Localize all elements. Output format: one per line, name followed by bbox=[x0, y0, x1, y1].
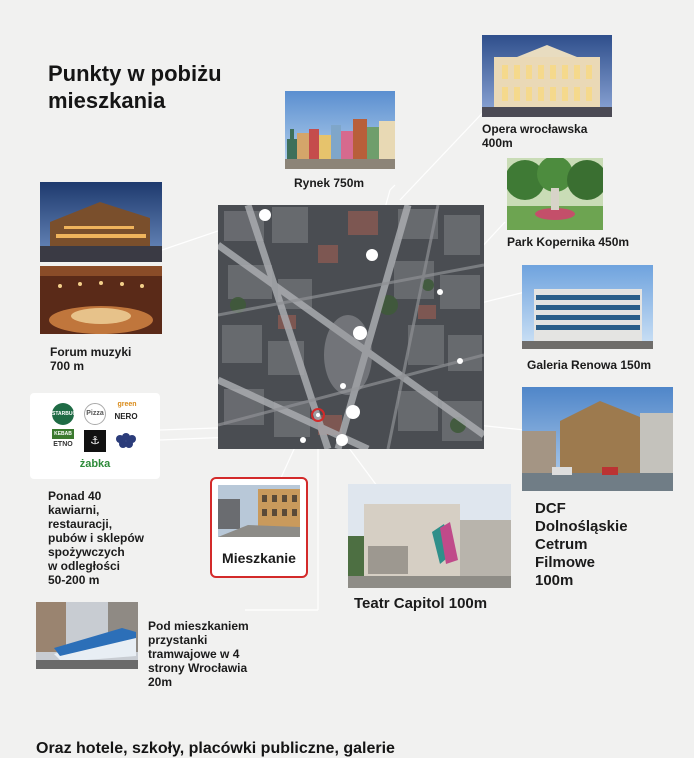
etno-logo: ETNO bbox=[53, 441, 73, 448]
forum-caption bbox=[50, 345, 131, 373]
forum-name: Forum muzyki bbox=[50, 345, 132, 359]
grapes-logo bbox=[114, 431, 138, 451]
opera-caption bbox=[482, 122, 587, 150]
dcf-line: Cetrum bbox=[535, 536, 588, 553]
green-logo: green bbox=[117, 401, 137, 408]
dcf-line: Filmowe bbox=[535, 554, 596, 571]
home-label: Mieszkanie bbox=[222, 550, 296, 566]
logos-panel bbox=[30, 393, 160, 479]
kebab-logo: KEBAB bbox=[52, 429, 74, 439]
tram-line: przystanki bbox=[148, 633, 208, 647]
forum-photo-interior bbox=[40, 266, 162, 334]
capitol-caption: Teatr Capitol 100m bbox=[354, 595, 488, 612]
opera-name: Opera wrocławska bbox=[482, 122, 588, 136]
starbucks-logo: STARBUCKS bbox=[52, 403, 74, 425]
nero-logo: NERO bbox=[114, 412, 138, 421]
home-card[interactable] bbox=[210, 477, 308, 578]
anchor-logo: ⚓ bbox=[84, 430, 106, 452]
rynek-caption: Rynek 750m bbox=[294, 176, 365, 190]
food-line: 50-200 m bbox=[48, 573, 100, 587]
dcf-line: 100m bbox=[535, 572, 574, 589]
dcf-caption bbox=[535, 500, 628, 590]
dcf-line: DCF bbox=[535, 500, 566, 517]
park-caption: Park Kopernika 450m bbox=[507, 235, 630, 249]
satellite-map[interactable] bbox=[218, 205, 484, 449]
food-line: spożywczych bbox=[48, 545, 125, 559]
opera-photo bbox=[482, 35, 612, 117]
dcf-line: Dolnośląskie bbox=[535, 518, 628, 535]
renoma-caption: Galeria Renowa 150m bbox=[527, 358, 652, 372]
tram-caption bbox=[148, 619, 249, 689]
rynek-photo bbox=[285, 91, 395, 169]
food-caption bbox=[48, 489, 144, 587]
tram-photo bbox=[36, 602, 138, 669]
footer-text: Oraz hotele, szkoły, placówki publiczne, galerie bbox=[36, 740, 395, 757]
opera-distance: 400m bbox=[482, 136, 513, 150]
tram-line: Pod mieszkaniem bbox=[148, 619, 249, 633]
home-photo bbox=[218, 485, 300, 537]
food-line: Ponad 40 bbox=[48, 489, 102, 503]
tram-line: tramwajowe w 4 bbox=[148, 647, 240, 661]
pizza-logo: Pizza bbox=[84, 403, 106, 425]
food-line: w odległości bbox=[48, 559, 121, 573]
forum-photo-exterior bbox=[40, 182, 162, 262]
page-title: Punkty w pobiżu mieszkania bbox=[48, 61, 222, 113]
food-line: kawiarni, bbox=[48, 503, 100, 517]
dcf-photo bbox=[522, 387, 673, 491]
capitol-photo bbox=[348, 484, 511, 588]
forum-distance: 700 m bbox=[50, 359, 85, 373]
food-line: pubów i sklepów bbox=[48, 531, 145, 545]
food-line: restauracji, bbox=[48, 517, 113, 531]
zabka-logo: żabka bbox=[79, 458, 111, 470]
park-photo bbox=[507, 158, 603, 230]
tram-line: 20m bbox=[148, 675, 173, 689]
renoma-photo bbox=[522, 265, 653, 349]
tram-line: strony Wrocławia bbox=[148, 661, 248, 675]
